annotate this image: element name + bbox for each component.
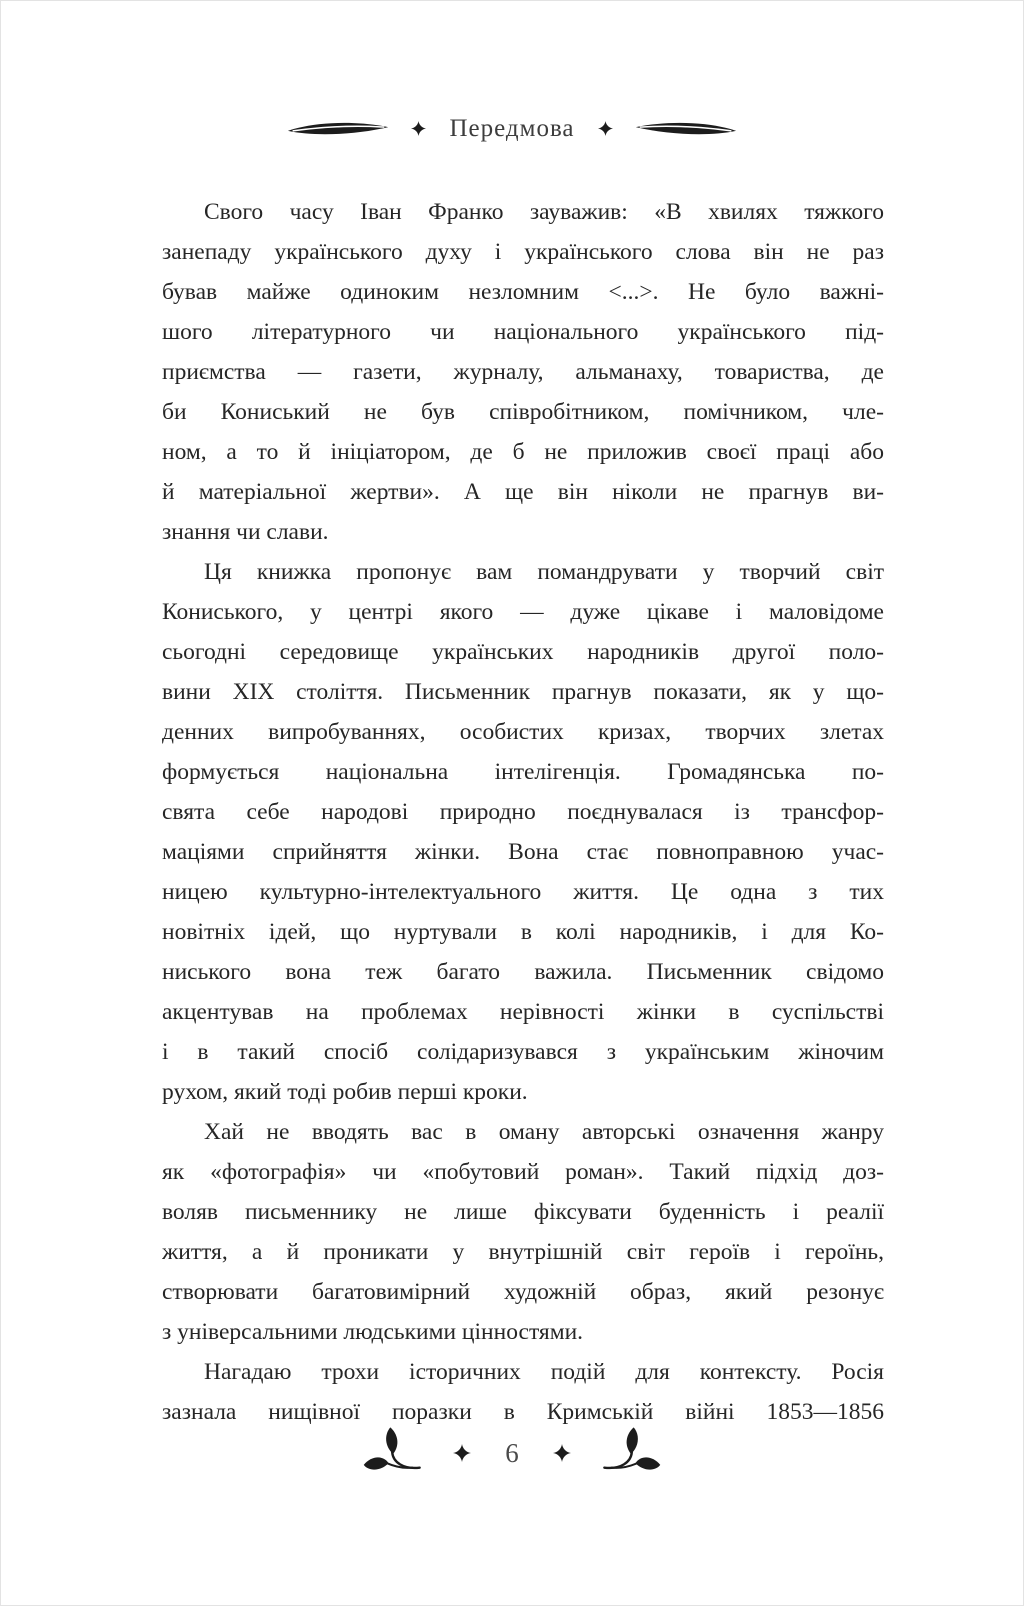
text-line: знання чи слави. — [162, 519, 329, 545]
text-line: ном, а то й ініціатором, де б не приложив своєї праці або — [162, 439, 884, 465]
text-line: маціями сприйняття жінки. Вона стає повноправною учас- — [162, 839, 884, 865]
text-line: зазнала нищівної поразки в Кримській війні 1853—1856 — [162, 1399, 884, 1425]
chapter-header — [0, 116, 1024, 141]
chapter-title: Передмова — [449, 115, 575, 142]
text-line: рухом, який тоді робив перші кроки. — [162, 1079, 528, 1105]
text-line: створювати багатовимірний художній образ, який резонує — [162, 1279, 884, 1305]
text-line: свята себе народові природно поєднувалася із трансфор- — [162, 799, 884, 825]
text-line: би Кониський не був співробітником, помічником, чле- — [162, 399, 884, 425]
text-line: Нагадаю трохи історичних подій для контексту. Росія — [204, 1359, 884, 1385]
text-line: як «фотографія» чи «побутовий роман». Такий підхід доз- — [162, 1159, 884, 1185]
text-line: й матеріальної жертви». А ще він ніколи не прагнув ви- — [162, 479, 884, 505]
leaf-divider-icon — [634, 119, 738, 139]
text-line: і в такий спосіб солідаризувався з українським жіночим — [162, 1039, 884, 1065]
text-line: денних випробуваннях, особистих кризах, творчих злетах — [162, 719, 884, 745]
text-line: з універсальними людськими цінностями. — [162, 1319, 584, 1345]
text-line: Свого часу Іван Франко зауважив: «В хвилях тяжкого — [204, 199, 884, 225]
text-line: вини XIX століття. Письменник прагнув показати, як у що- — [162, 679, 884, 705]
four-point-star-icon — [453, 1444, 471, 1462]
text-line: формується національна інтелігенція. Громадянська по- — [162, 759, 884, 785]
text-line: Ця книжка пропонує вам помандрувати у творчий світ — [204, 559, 884, 585]
leaf-sprig-icon — [361, 1424, 427, 1482]
leaf-divider-icon — [286, 119, 390, 139]
body-text — [162, 192, 884, 1432]
text-line: сьогодні середовище українських народників другої поло- — [162, 639, 884, 665]
text-line: шого літературного чи національного українського під- — [162, 319, 884, 345]
text-line: життя, а й проникати у внутрішній світ героїв і героїнь, — [162, 1239, 884, 1265]
text-line: ниського вона теж багато важила. Письменник свідомо — [162, 959, 884, 985]
text-line: занепаду українського духу і українського слова він не раз — [162, 239, 884, 265]
text-line: воляв письменнику не лише фіксувати буденність і реалії — [162, 1199, 884, 1225]
text-line: бував майже одиноким незломним <...>. Не було важні- — [162, 279, 884, 305]
four-point-star-icon — [411, 121, 426, 136]
page-footer — [0, 1424, 1024, 1482]
text-line: приємства — газети, журналу, альманаху, товариства, де — [162, 359, 884, 385]
four-point-star-icon — [598, 121, 613, 136]
four-point-star-icon — [553, 1444, 571, 1462]
text-line: ницею культурно-інтелектуального життя. Це одна з тих — [162, 879, 884, 905]
page-number: 6 — [505, 1437, 519, 1468]
leaf-sprig-icon — [597, 1424, 663, 1482]
text-line: Хай не вводять вас в оману авторські означення жанру — [204, 1119, 884, 1145]
text-line: новітніх ідей, що нуртували в колі народників, і для Ко- — [162, 919, 884, 945]
text-line: Кониського, у центрі якого — дуже цікаве і маловідоме — [162, 599, 884, 625]
text-line: акцентував на проблемах нерівності жінки в суспільстві — [162, 999, 884, 1025]
